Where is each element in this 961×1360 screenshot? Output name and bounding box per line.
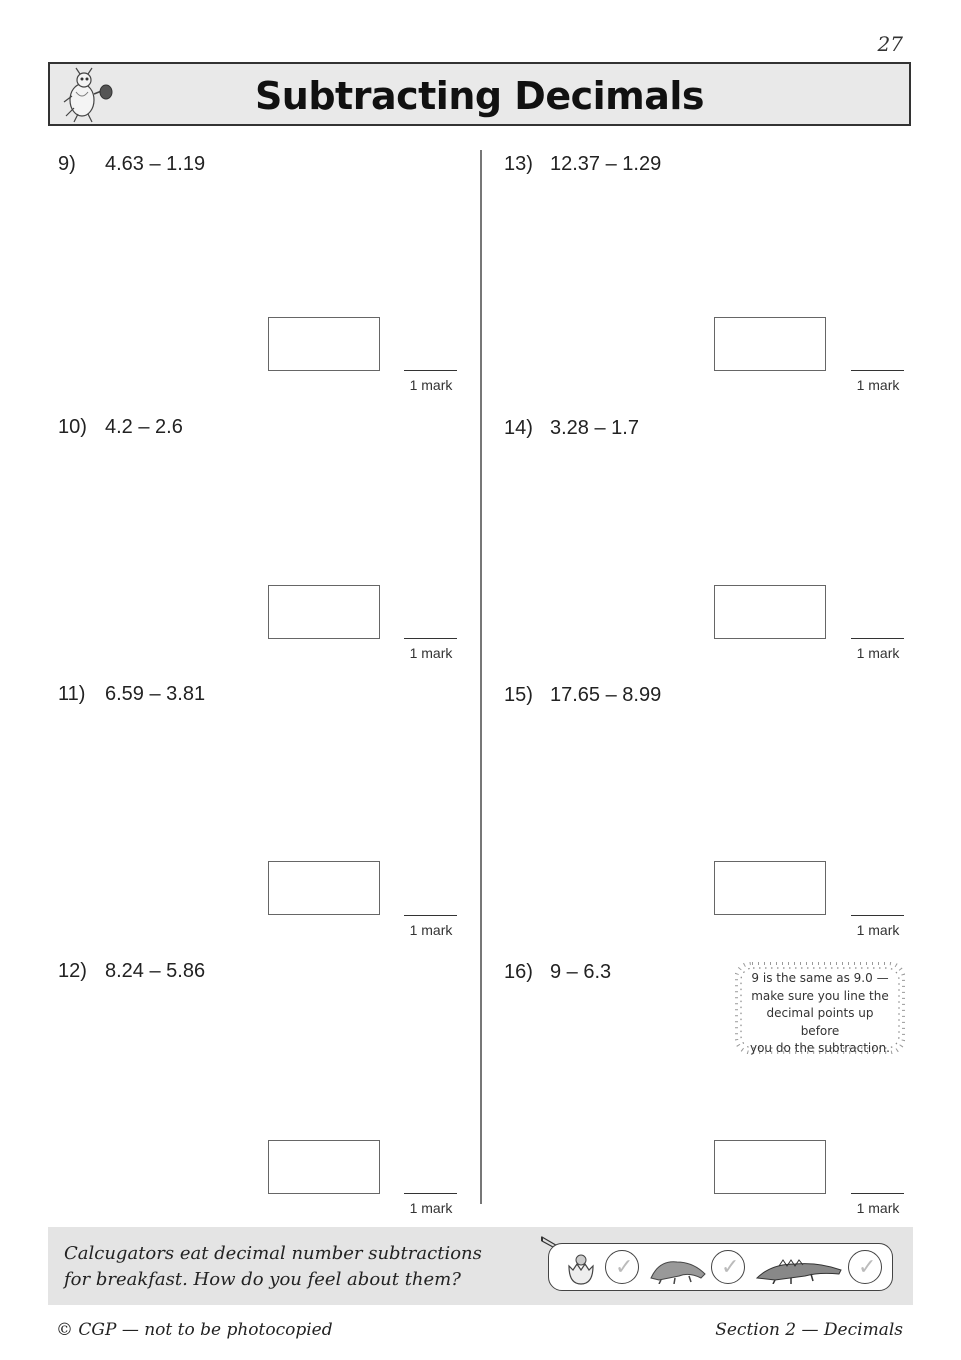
mark-line: [851, 915, 904, 916]
rating-scale: [548, 1243, 893, 1291]
mark-line: [404, 1193, 457, 1194]
mark-line: [404, 638, 457, 639]
hint-line: you do the subtraction.: [749, 1041, 890, 1055]
mark-line: [404, 915, 457, 916]
rating-option-low[interactable]: [605, 1250, 639, 1284]
large-gator-icon: [755, 1254, 845, 1284]
answer-box[interactable]: [268, 861, 380, 915]
check-icon: ✓: [615, 1254, 634, 1279]
column-divider: [480, 150, 482, 1204]
question-number: 14): [504, 417, 533, 439]
question-number: 13): [504, 153, 533, 175]
mark-line: [851, 1193, 904, 1194]
question-expression: 4.2 – 2.6: [105, 416, 183, 438]
title-bar: [48, 62, 911, 126]
question-expression: 3.28 – 1.7: [550, 417, 639, 439]
question-expression: 9 – 6.3: [550, 961, 612, 983]
answer-box[interactable]: [714, 585, 826, 639]
page-number: 27: [877, 32, 903, 56]
question-expression: 4.63 – 1.19: [105, 153, 206, 175]
hint-bubble: [735, 962, 905, 1054]
self-assessment-text: [64, 1241, 524, 1293]
question-expression: 17.65 – 8.99: [550, 684, 662, 706]
hint-line: decimal points up before: [766, 1006, 874, 1038]
answer-box[interactable]: [714, 861, 826, 915]
question-number: 16): [504, 961, 533, 983]
check-icon: ✓: [858, 1254, 877, 1279]
answer-box[interactable]: [714, 317, 826, 371]
rating-option-high[interactable]: [848, 1250, 882, 1284]
copyright-notice: © CGP — not to be photocopied: [56, 1320, 333, 1340]
check-icon: ✓: [721, 1254, 740, 1279]
answer-box[interactable]: [268, 317, 380, 371]
mark-label: 1 mark: [409, 645, 453, 661]
hint-line: 9 is the same as 9.0 —: [751, 971, 889, 985]
small-gator-icon: [649, 1254, 709, 1284]
hint-line: make sure you line the: [751, 988, 889, 1003]
mark-label: 1 mark: [856, 377, 900, 393]
page-title: Subtracting Decimals: [254, 74, 705, 118]
mark-label: 1 mark: [409, 377, 453, 393]
question-number: 15): [504, 684, 533, 706]
answer-box[interactable]: [714, 1140, 826, 1194]
mark-label: 1 mark: [856, 1200, 900, 1216]
question-expression: 6.59 – 3.81: [105, 683, 206, 705]
question-number: 12): [58, 960, 87, 982]
question-number: 9): [58, 153, 76, 175]
mark-line: [851, 638, 904, 639]
hint-text: [747, 970, 893, 1058]
mark-label: 1 mark: [409, 1200, 453, 1216]
mark-line: [851, 370, 904, 371]
footer-line: Calcugators eat decimal number subtractions: [64, 1243, 482, 1264]
answer-box[interactable]: [268, 1140, 380, 1194]
rating-option-medium[interactable]: [711, 1250, 745, 1284]
question-number: 11): [58, 683, 86, 705]
mark-line: [404, 370, 457, 371]
question-expression: 8.24 – 5.86: [105, 960, 206, 982]
mark-label: 1 mark: [856, 922, 900, 938]
self-assessment-band: [48, 1227, 913, 1305]
section-label: Section 2 — Decimals: [715, 1320, 903, 1340]
mark-label: 1 mark: [856, 645, 900, 661]
question-expression: 12.37 – 1.29: [550, 153, 662, 175]
egg-icon: [563, 1252, 603, 1286]
question-number: 10): [58, 416, 87, 438]
footer-line: for breakfast. How do you feel about them?: [64, 1269, 461, 1290]
mark-label: 1 mark: [409, 922, 453, 938]
answer-box[interactable]: [268, 585, 380, 639]
